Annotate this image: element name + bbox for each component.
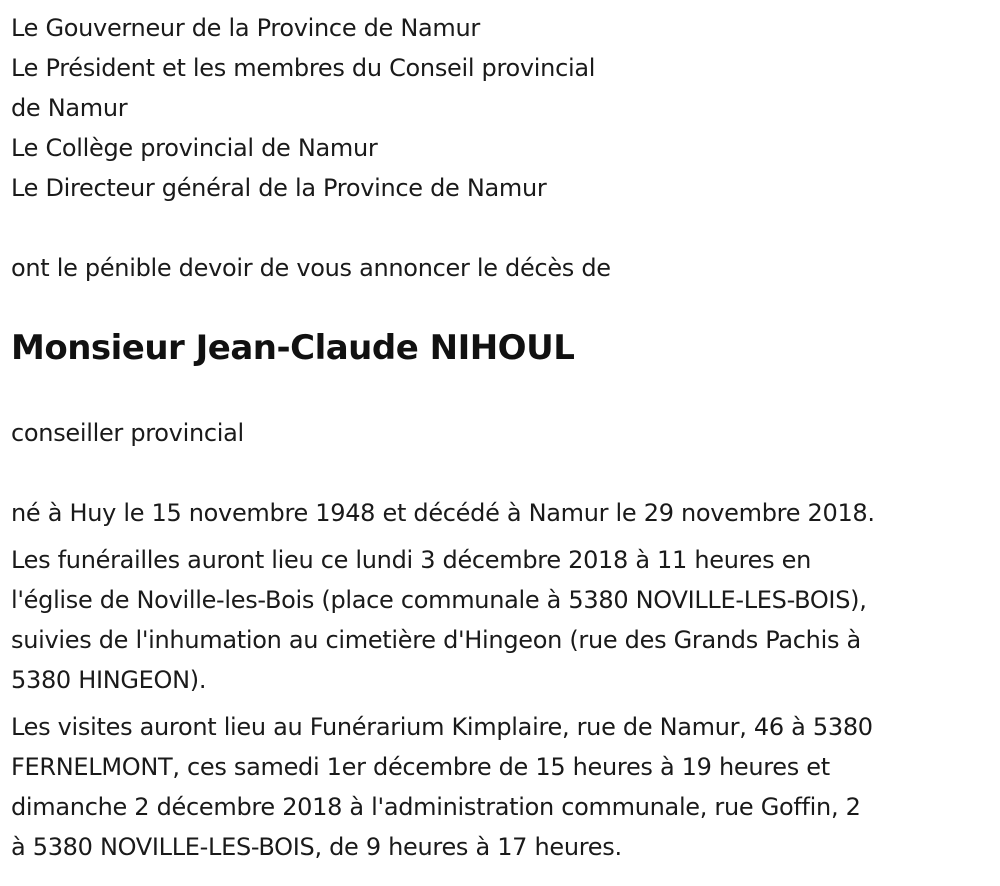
funeral-line: Les funérailles auront lieu ce lundi 3 décembre 2018 à 11 heures en <box>11 546 812 574</box>
visits-line: Les visites auront lieu au Funérarium Kimplaire, rue de Namur, 46 à 5380 <box>11 713 873 741</box>
visits-line: FERNELMONT, ces samedi 1er décembre de 15 heures à 19 heures et <box>11 753 830 781</box>
visits-line: à 5380 NOVILLE-LES-BOIS, de 9 heures à 17 heures. <box>11 833 622 861</box>
funeral-paragraph <box>11 540 996 700</box>
deceased-name: Monsieur Jean-Claude NIHOUL <box>11 328 575 368</box>
header-line-council-location: de Namur <box>11 94 128 122</box>
announcement-text: ont le pénible devoir de vous annoncer le décès de <box>11 254 611 282</box>
visits-line: dimanche 2 décembre 2018 à l'administration communale, rue Goffin, 2 <box>11 793 861 821</box>
header-line-governor: Le Gouverneur de la Province de Namur <box>11 14 480 42</box>
funeral-line: suivies de l'inhumation au cimetière d'Hingeon (rue des Grands Pachis à <box>11 626 861 654</box>
funeral-line: l'église de Noville-les-Bois (place communale à 5380 NOVILLE-LES-BOIS), <box>11 586 867 614</box>
announcing-authorities <box>11 8 996 208</box>
obituary-notice <box>11 8 996 867</box>
header-line-director: Le Directeur général de la Province de Namur <box>11 174 547 202</box>
visits-paragraph <box>11 707 996 867</box>
birth-death-dates: né à Huy le 15 novembre 1948 et décédé à Namur le 29 novembre 2018. <box>11 499 875 527</box>
header-line-college: Le Collège provincial de Namur <box>11 134 378 162</box>
deceased-role: conseiller provincial <box>11 419 244 447</box>
header-line-council-president: Le Président et les membres du Conseil provincial <box>11 54 596 82</box>
funeral-line: 5380 HINGEON). <box>11 666 207 694</box>
